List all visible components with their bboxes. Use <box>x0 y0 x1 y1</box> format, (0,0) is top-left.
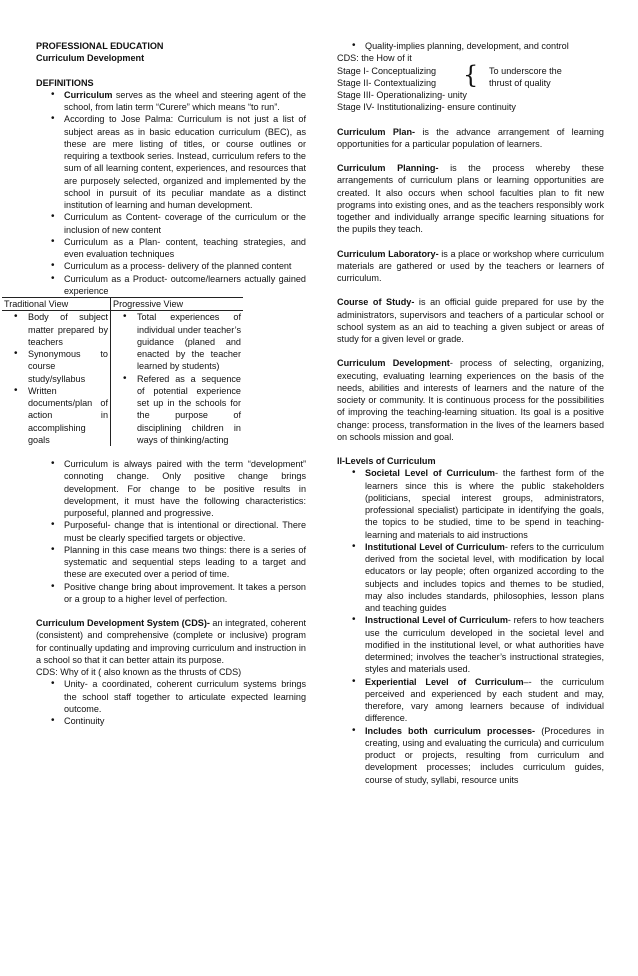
definitions-heading: DEFINITIONS <box>36 77 94 88</box>
list-item: • Instructional Level of Curriculum- refers to how teachers use the curriculum developed in the societal level and modified in the institutional level, or what authorities have determined; involves the teacher’s instructional strategies, styles and materials used. <box>337 614 604 675</box>
curly-brace-icon: { <box>463 60 479 89</box>
curriculum-laboratory: Curriculum Laboratory- is a place or workshop where curriculum materials are gathered or used by the teachers or learners of curriculum. <box>337 248 605 283</box>
cds-definition: Curriculum Development System (CDS)- an integrated, coherent (consistent) and comprehensive (complete or inclusive) program for continually updating and improving curriculum and instruction in a school so that it can better attain its purpose. <box>36 618 307 665</box>
list-item: • According to Jose Palma: Curriculum is not just a list of subject areas as in basic education curriculum (BEC), as these are mere listing of titles, or course outlines or requiring a textbook series. Instead, curriculum refers to the sum of all learning content, experiences, and resources that are purposely selected, organized and implemented by the school in pursuit of its peculiar mandate as a distinct institution of learning and human development. <box>36 113 306 211</box>
course-of-study: Course of Study- is an official guide prepared for use by the administrators, supervisors and teachers of a particular school or school system as an aid to teaching a given subject or areas of study for a given level or grade. <box>337 297 604 344</box>
list-item: • Positive change bring about improvement. It takes a person or a group to a higher level of perfection. <box>36 581 306 606</box>
development-list <box>36 458 306 605</box>
table-item: • Body of subject matter prepared by teachers <box>2 311 108 348</box>
left-column <box>4 40 307 727</box>
list-item: • Unity- a coordinated, coherent curriculum systems brings the school staff together to articulate expected learning outcome. <box>36 678 306 715</box>
list-item: • Includes both curriculum processes- (Procedures in creating, using and evaluating the curricula) and curriculum product or projects, resulting from curriculum and development processes; includes curriculum guides, course of study, syllabi, resource units <box>337 725 604 786</box>
list-item: • Institutional Level of Curriculum- refers to the curriculum derived from the societal level, with modification by local educators or lay people; often organized according to the subjects and includes topics and themes to be studied, may also includes standards, philosophies, lesson plans and teaching guides <box>337 541 604 615</box>
stage-aside: To underscore the thrust of quality <box>489 65 562 88</box>
list-item: • Curriculum as a process- delivery of the planned content <box>36 260 306 272</box>
progressive-view-header: Progressive View <box>110 298 243 311</box>
table-item: • Total experiences of individual under teacher’s guidance (planed and enacted by the teacher learned by students) <box>111 311 241 372</box>
cds-why: CDS: Why of it ( also known as the thrusts of CDS) <box>36 667 242 677</box>
progressive-view-cell <box>110 311 243 446</box>
list-item: • Curriculum as a Product- outcome/learners actually gained experience <box>36 273 306 298</box>
list-item: • Quality-implies planning, development, and control <box>337 40 604 52</box>
traditional-view-header: Traditional View <box>2 298 110 311</box>
definitions-list <box>36 89 306 297</box>
cds-how: CDS: the How of it <box>337 53 412 64</box>
list-item: • Curriculum as Content- coverage of the curriculum or the inclusion of new content <box>36 211 306 236</box>
list-item: • Societal Level of Curriculum- the farthest form of the learners since this is where the public stakeholders (politicians, special interest groups, administrators, professional specialist) participate in identifying the goals, the topics to be studied, time to be spend in teaching-learning and materials to aid instructions <box>337 467 604 541</box>
views-table <box>2 297 243 446</box>
table-item: • Written documents/plan of action in accomplishing goals <box>2 385 108 446</box>
stages <box>337 60 604 114</box>
curriculum-planning: Curriculum Planning- is the process whereby these arrangements of curriculum plans or learning opportunities are created. It also occurs when school faculties plan to fit new programs into existing ones, and as the teachers responsibly work together and individually arrange specific learning situations for the pupils they teach. <box>337 163 604 235</box>
curriculum-development: Curriculum Development- process of selecting, organizing, executing, evaluating learning experiences on the basis of the needs, abilities and interests of learners and the nature of the society or community. It is continuous process for the possibilities of improving the teaching-learning situation. Its goal is a positive change: process, transformation in the lives of the learners based on schools mission and goal. <box>337 358 605 442</box>
table-item: • Refered as a sequence of potential experience set up in the schools for the purpose of disciplining children in ways of thinking/acting <box>111 373 241 447</box>
levels-heading: II-Levels of Curriculum <box>337 456 436 466</box>
list-item: • Curriculum as a Plan- content, teaching strategies, and even evaluation techniques <box>36 236 306 261</box>
stage-3: Stage III- Operationalizing- unity <box>337 90 467 100</box>
stage-4: Stage IV- Institutionalizing- ensure continuity <box>337 102 516 113</box>
doc-subtitle: Curriculum Development <box>36 53 145 64</box>
stage-1: Stage I- Conceptualizing <box>337 65 437 76</box>
list-item: • Curriculum is always paired with the term “development” connoting change. Only positive change brings development. For change to be positive results in development, it must have the following characteristics: purposeful, planned and progressive. <box>36 458 306 519</box>
stage-2: Stage II- Contextualizing <box>337 77 437 88</box>
table-item: • Synonymous to course study/syllabus <box>2 348 108 385</box>
list-item: • Purposeful- change that is intentional or directional. There must be clearly specified targets or objective. <box>36 519 306 544</box>
list-item: • Experiential Level of Curriculum–- the curriculum perceived and experienced by each student and may, therefore, vary among learners because of individual difference. <box>337 676 604 725</box>
thrust-list <box>36 678 306 727</box>
right-column <box>337 40 604 786</box>
levels-list <box>337 467 604 786</box>
curriculum-plan: Curriculum Plan- is the advance arrangement of learning opportunities for a particular population of learners. <box>337 126 604 149</box>
list-item: • Planning in this case means two things: there is a series of systematic and sequential steps leading to a target and these are executed over a period of time. <box>36 544 306 581</box>
doc-title: PROFESSIONAL EDUCATION <box>36 41 164 51</box>
traditional-view-cell <box>2 311 110 446</box>
list-item: • Curriculum serves as the wheel and steering agent of the school, from latin term “Curere” which means “to run”. <box>36 89 306 114</box>
list-item: • Continuity <box>36 715 306 727</box>
